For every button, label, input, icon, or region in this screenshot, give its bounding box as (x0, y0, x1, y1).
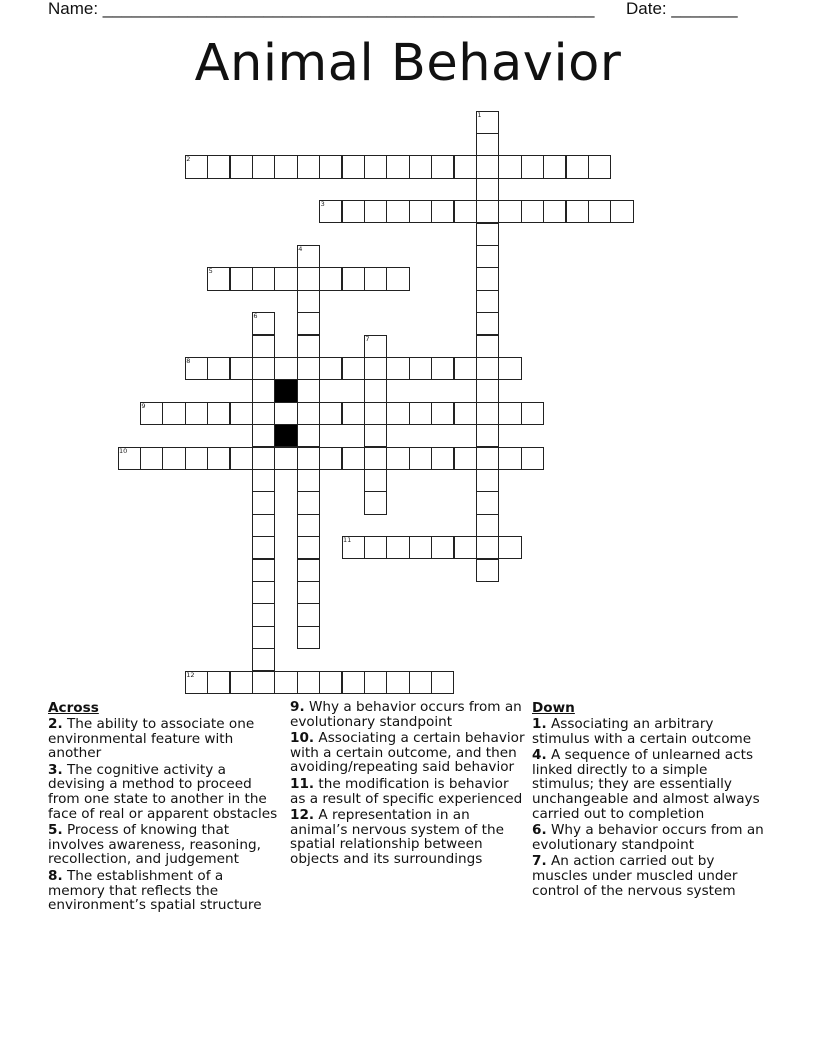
grid-cell[interactable] (274, 447, 297, 470)
clue-text: Why a behavior occurs from an evolutionary standpoint (532, 822, 764, 853)
grid-cell[interactable] (498, 357, 521, 380)
grid-cell[interactable] (274, 671, 297, 694)
grid-cell[interactable] (252, 469, 275, 492)
grid-cell[interactable] (543, 200, 566, 223)
grid-cell[interactable] (297, 379, 320, 402)
grid-cell[interactable] (431, 671, 454, 694)
clue-text: The establishment of a memory that reflects the environment’s spatial structure (48, 867, 262, 914)
grid-cell[interactable] (498, 155, 521, 178)
grid-cell[interactable] (252, 491, 275, 514)
across-clues-column-1 (48, 700, 284, 915)
grid-cell[interactable] (297, 581, 320, 604)
grid-cell[interactable] (431, 447, 454, 470)
grid-cell[interactable] (476, 379, 499, 402)
grid-cell[interactable] (364, 536, 387, 559)
grid-cell[interactable] (476, 536, 499, 559)
black-square (274, 379, 297, 402)
grid-cell[interactable] (252, 559, 275, 582)
across-heading: Across (48, 700, 99, 716)
grid-cell[interactable] (476, 402, 499, 425)
grid-cell[interactable] (409, 200, 432, 223)
grid-cell[interactable] (230, 267, 253, 290)
grid-cell[interactable] (297, 402, 320, 425)
grid-cell[interactable] (476, 267, 499, 290)
clue-number: 4. (532, 747, 547, 764)
grid-cell[interactable] (386, 357, 409, 380)
clue-item (48, 823, 284, 867)
grid-cell[interactable] (207, 357, 230, 380)
clue-number-label: 5 (208, 267, 213, 276)
clue-number-label: 6 (253, 312, 258, 321)
clue-item (48, 763, 284, 821)
grid-cell[interactable] (319, 447, 342, 470)
page-title: Animal Behavior (194, 34, 622, 93)
grid-cell[interactable] (185, 402, 208, 425)
grid-cell[interactable] (476, 514, 499, 537)
grid-cell[interactable] (521, 402, 544, 425)
grid-cell[interactable] (252, 581, 275, 604)
clue-item (290, 777, 526, 806)
clue-number: 9. (290, 699, 305, 715)
clue-number: 10. (290, 730, 315, 747)
grid-cell[interactable] (364, 200, 387, 223)
grid-cell[interactable] (409, 536, 432, 559)
grid-cell[interactable] (476, 290, 499, 313)
grid-cell[interactable] (588, 200, 611, 223)
clue-number: 12. (290, 807, 315, 824)
clue-number: 8. (48, 867, 63, 884)
grid-cell[interactable] (274, 267, 297, 290)
clue-number-label: 9 (141, 401, 146, 410)
grid-cell[interactable] (342, 155, 365, 178)
grid-cell[interactable] (386, 402, 409, 425)
clue-number: 2. (48, 716, 63, 732)
grid-cell[interactable] (386, 200, 409, 223)
grid-cell[interactable] (476, 155, 499, 178)
grid-cell[interactable] (140, 447, 163, 470)
clue-number: 3. (48, 761, 63, 778)
down-clues-column (532, 700, 768, 900)
grid-cell[interactable] (342, 267, 365, 290)
grid-cell[interactable] (297, 447, 320, 470)
down-heading: Down (532, 700, 575, 716)
grid-cell[interactable] (319, 155, 342, 178)
clue-number-label: 3 (320, 200, 325, 209)
grid-cell[interactable] (543, 155, 566, 178)
grid-cell[interactable] (498, 447, 521, 470)
grid-cell[interactable] (274, 402, 297, 425)
grid-cell[interactable] (252, 671, 275, 694)
grid-cell[interactable] (342, 402, 365, 425)
grid-cell[interactable] (498, 536, 521, 559)
black-square (274, 424, 297, 447)
grid-cell[interactable] (207, 402, 230, 425)
grid-cell[interactable] (476, 469, 499, 492)
grid-cell[interactable] (431, 357, 454, 380)
grid-cell[interactable] (297, 469, 320, 492)
grid-cell[interactable] (476, 312, 499, 335)
grid-cell[interactable] (207, 155, 230, 178)
grid-cell[interactable] (386, 267, 409, 290)
grid-cell[interactable] (342, 200, 365, 223)
grid-cell[interactable] (252, 379, 275, 402)
down-clue-list (532, 717, 768, 898)
clue-item (48, 869, 284, 913)
clue-number: 11. (290, 775, 315, 792)
grid-cell[interactable] (364, 357, 387, 380)
grid-cell[interactable] (297, 671, 320, 694)
grid-cell[interactable] (252, 626, 275, 649)
grid-cell[interactable] (364, 671, 387, 694)
grid-cell[interactable] (476, 178, 499, 201)
grid-cell[interactable] (498, 402, 521, 425)
grid-cell[interactable] (297, 603, 320, 626)
grid-cell[interactable] (297, 536, 320, 559)
grid-cell[interactable] (252, 603, 275, 626)
clue-text: The ability to associate one environmental feature with another (48, 716, 255, 762)
clue-text: Process of knowing that involves awareness, reasoning, recollection, and judgement (48, 822, 261, 868)
clue-number: 5. (48, 822, 63, 839)
clue-number-label: 10 (119, 446, 128, 455)
grid-cell[interactable] (342, 447, 365, 470)
grid-cell[interactable] (252, 267, 275, 290)
grid-cell[interactable] (252, 402, 275, 425)
grid-cell[interactable] (476, 491, 499, 514)
grid-cell[interactable] (476, 133, 499, 156)
grid-cell[interactable] (252, 514, 275, 537)
grid-cell[interactable] (409, 671, 432, 694)
clue-number-label: 7 (365, 334, 370, 343)
clue-item (290, 731, 526, 775)
grid-cell[interactable] (409, 447, 432, 470)
grid-cell[interactable] (252, 648, 275, 671)
grid-cell[interactable] (162, 447, 185, 470)
grid-cell[interactable] (476, 223, 499, 246)
grid-cell[interactable] (476, 357, 499, 380)
grid-cell[interactable] (252, 447, 275, 470)
grid-cell[interactable] (230, 447, 253, 470)
clue-text: An action carried out by muscles under muscled under control of the nervous system (532, 853, 738, 899)
clue-text: A sequence of unlearned acts linked directly to a simple stimulus; they are essentially unchangeable and almost always carried out to completion (532, 747, 760, 822)
grid-cell[interactable] (454, 536, 477, 559)
grid-cell[interactable] (566, 155, 589, 178)
grid-cell[interactable] (274, 155, 297, 178)
grid-cell[interactable] (454, 402, 477, 425)
grid-cell[interactable] (185, 447, 208, 470)
clue-number: 7. (532, 853, 547, 870)
grid-cell[interactable] (252, 155, 275, 178)
grid-cell[interactable] (207, 447, 230, 470)
grid-cell[interactable] (364, 402, 387, 425)
clue-item (532, 823, 768, 852)
grid-cell[interactable] (297, 267, 320, 290)
grid-cell[interactable] (274, 357, 297, 380)
grid-cell[interactable] (476, 335, 499, 358)
clue-number: 1. (532, 716, 547, 732)
across-clue-list (48, 717, 284, 913)
grid-cell[interactable] (409, 155, 432, 178)
grid-cell[interactable] (252, 536, 275, 559)
grid-cell[interactable] (454, 357, 477, 380)
grid-cell[interactable] (342, 671, 365, 694)
grid-cell[interactable] (476, 200, 499, 223)
grid-cell[interactable] (230, 357, 253, 380)
grid-cell[interactable] (521, 200, 544, 223)
clue-number-label: 12 (186, 670, 195, 679)
grid-cell[interactable] (319, 267, 342, 290)
clue-text: Why a behavior occurs from an evolutionary standpoint (290, 699, 522, 730)
clue-number-label: 4 (298, 244, 303, 253)
clue-text: the modification is behavior as a result of specific experienced (290, 775, 523, 807)
clue-number-label: 8 (186, 356, 191, 365)
clue-item (532, 748, 768, 821)
grid-cell[interactable] (476, 245, 499, 268)
clue-text: A representation in an animal’s nervous system of the spatial relationship between objects and its surroundings (290, 807, 504, 867)
date-field[interactable]: Date: _______ (626, 0, 738, 18)
grid-cell[interactable] (498, 200, 521, 223)
grid-cell[interactable] (364, 447, 387, 470)
grid-cell[interactable] (431, 402, 454, 425)
grid-cell[interactable] (431, 200, 454, 223)
clue-number-label: 11 (343, 536, 352, 545)
clue-text: Associating a certain behavior with a certain outcome, and then avoiding/repeating said behavior (290, 730, 525, 776)
clue-item (290, 700, 526, 729)
grid-cell[interactable] (521, 447, 544, 470)
grid-cell[interactable] (386, 155, 409, 178)
clue-item (48, 717, 284, 761)
grid-cell[interactable] (364, 379, 387, 402)
grid-cell[interactable] (319, 357, 342, 380)
grid-cell[interactable] (297, 335, 320, 358)
grid-cell[interactable] (521, 155, 544, 178)
grid-cell[interactable] (230, 671, 253, 694)
clue-item (532, 854, 768, 898)
grid-cell[interactable] (252, 335, 275, 358)
clue-item (532, 717, 768, 746)
clue-number-label: 1 (477, 110, 482, 119)
grid-cell[interactable] (386, 447, 409, 470)
grid-cell[interactable] (364, 491, 387, 514)
grid-cell[interactable] (454, 200, 477, 223)
clue-number: 6. (532, 822, 547, 839)
grid-cell[interactable] (297, 491, 320, 514)
grid-cell[interactable] (230, 155, 253, 178)
grid-cell[interactable] (297, 559, 320, 582)
grid-cell[interactable] (454, 155, 477, 178)
grid-cell[interactable] (364, 155, 387, 178)
grid-cell[interactable] (476, 447, 499, 470)
clue-item (290, 808, 526, 866)
grid-cell[interactable] (297, 357, 320, 380)
grid-cell[interactable] (230, 402, 253, 425)
grid-cell[interactable] (386, 536, 409, 559)
grid-cell[interactable] (409, 357, 432, 380)
grid-cell[interactable] (431, 155, 454, 178)
grid-cell[interactable] (364, 469, 387, 492)
grid-cell[interactable] (342, 357, 365, 380)
grid-cell[interactable] (297, 424, 320, 447)
grid-cell[interactable] (297, 626, 320, 649)
grid-cell[interactable] (610, 200, 633, 223)
grid-cell[interactable] (319, 671, 342, 694)
grid-cell[interactable] (364, 424, 387, 447)
clue-text: Associating an arbitrary stimulus with a certain outcome (532, 716, 752, 747)
grid-cell[interactable] (252, 357, 275, 380)
grid-cell[interactable] (476, 559, 499, 582)
name-field[interactable]: Name: ____________________________________________________ (48, 0, 595, 18)
grid-cell[interactable] (252, 424, 275, 447)
clue-number-label: 2 (186, 155, 191, 164)
grid-cell[interactable] (364, 267, 387, 290)
grid-cell[interactable] (297, 290, 320, 313)
grid-cell[interactable] (588, 155, 611, 178)
grid-cell[interactable] (319, 402, 342, 425)
grid-cell[interactable] (297, 155, 320, 178)
grid-cell[interactable] (297, 312, 320, 335)
grid-cell[interactable] (566, 200, 589, 223)
grid-cell[interactable] (297, 514, 320, 537)
clue-text: The cognitive activity a devising a method to proceed from one state to another in the face of real or apparent obstacles (48, 761, 278, 822)
grid-cell[interactable] (409, 402, 432, 425)
grid-cell[interactable] (386, 671, 409, 694)
grid-cell[interactable] (207, 671, 230, 694)
across-clue-list-continued (290, 700, 526, 867)
grid-cell[interactable] (162, 402, 185, 425)
across-clues-column-2 (290, 700, 526, 869)
grid-cell[interactable] (431, 536, 454, 559)
grid-cell[interactable] (476, 424, 499, 447)
grid-cell[interactable] (454, 447, 477, 470)
